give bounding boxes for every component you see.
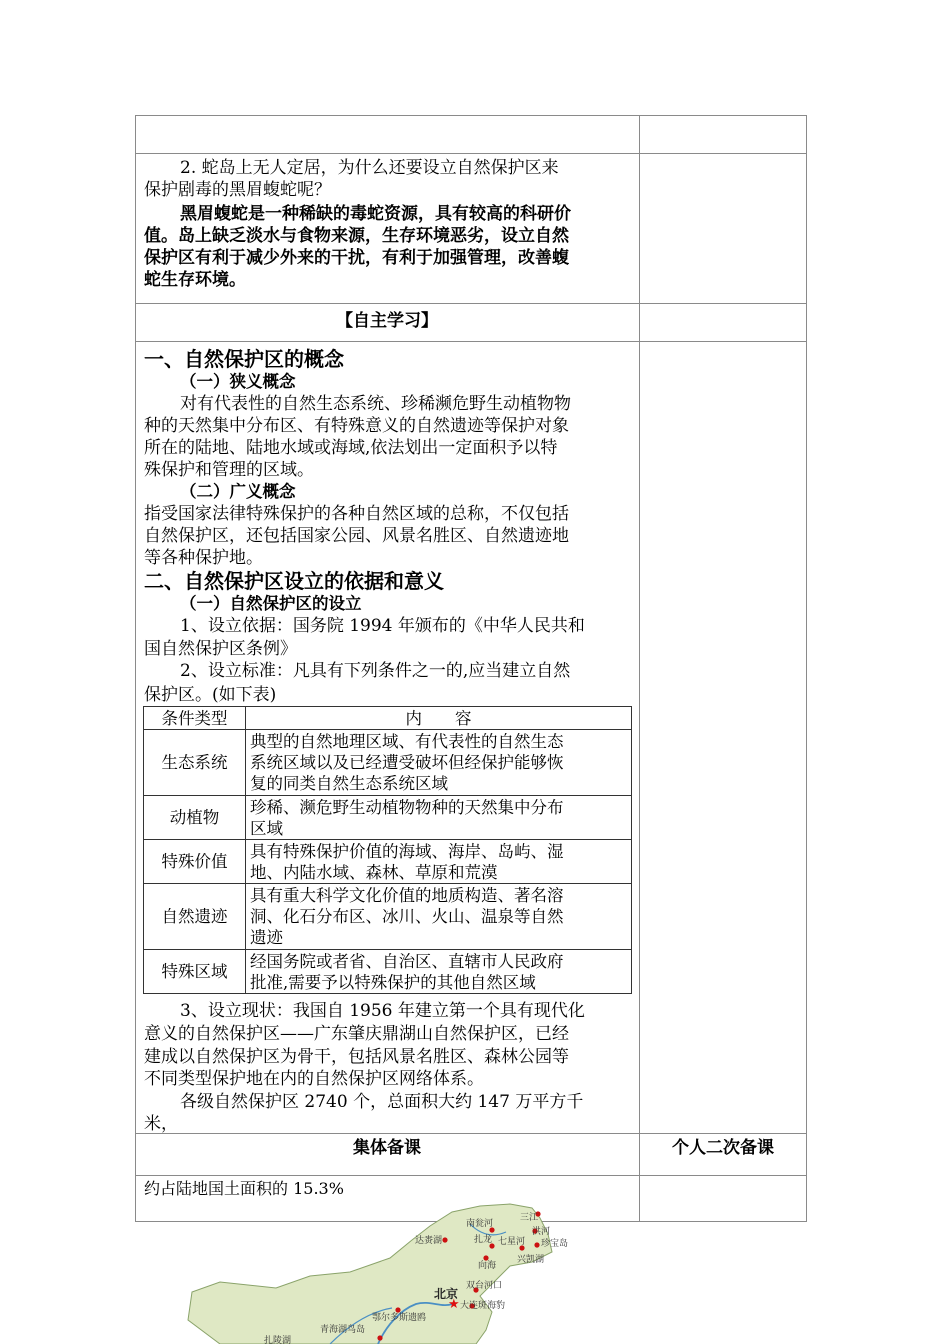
reserve-map — [180, 1200, 600, 1344]
condition-type: 特殊区域 — [144, 950, 246, 994]
map-label: 大连斑海豹 — [460, 1301, 506, 1311]
table-row — [144, 730, 632, 796]
status-line: 3、设立现状：我国自 1956 年建立第一个具有现代化 — [180, 1001, 585, 1021]
content-line: 具有特殊保护价值的海域、海岸、岛屿、湿 — [250, 841, 564, 861]
map-label: 三江 — [520, 1213, 539, 1223]
condition-content — [246, 730, 632, 796]
condition-content — [246, 796, 632, 840]
q2-answer-line: 值。岛上缺乏淡水与食物来源，生存环境恶劣，设立自然 — [144, 226, 569, 246]
capital-label: 北京 — [434, 1287, 459, 1301]
condition-type: 自然遗迹 — [144, 884, 246, 950]
row-divider — [135, 153, 807, 154]
content-line: 经国务院或者省、自治区、直辖市人民政府 — [250, 951, 564, 971]
content-line: 洞、化石分布区、冰川、火山、温泉等自然 — [250, 907, 564, 926]
map-label: 向海 — [478, 1261, 497, 1271]
map-label: 珍宝岛 — [541, 1239, 569, 1249]
collective-prep-header: 集体备课 — [353, 1138, 421, 1158]
column-divider — [639, 115, 640, 1222]
col-header-content: 内 容 — [246, 707, 632, 730]
part2-heading: 二、自然保护区设立的依据和意义 — [144, 569, 444, 593]
map-label: 扎陵湖 — [264, 1336, 292, 1344]
row-divider — [135, 341, 807, 342]
content-line: 典型的自然地理区域、有代表性的自然生态 — [250, 732, 564, 751]
table-top-border — [135, 115, 807, 116]
condition-content — [246, 950, 632, 994]
q2-answer-line: 黑眉蝮蛇是一种稀缺的毒蛇资源，具有较高的科研价 — [180, 204, 571, 224]
narrow-concept-line: 所在的陆地、陆地水域或海域,依法划出一定面积予以特 — [144, 438, 558, 458]
content-line: 复的同类自然生态系统区域 — [250, 774, 448, 793]
table-row — [144, 840, 632, 884]
map-label: 双台河口 — [466, 1281, 503, 1291]
condition-type: 动植物 — [144, 796, 246, 840]
part1-heading: 一、自然保护区的概念 — [144, 347, 344, 371]
content-line: 区域 — [250, 818, 283, 838]
narrow-concept-line: 殊保护和管理的区域。 — [144, 460, 314, 480]
map-label: 南瓮河 — [466, 1219, 494, 1229]
content-line: 遗迹 — [250, 928, 283, 947]
table-row — [144, 884, 632, 950]
q2-answer-line: 保护区有利于减少外来的干扰，有利于加强管理，改善蝮 — [144, 248, 569, 268]
condition-content — [246, 840, 632, 884]
narrow-concept-line: 种的天然集中分布区、有特殊意义的自然遗迹等保护对象 — [144, 416, 569, 436]
map-label: 鄂尔多斯遗鸥 — [372, 1313, 427, 1323]
stats-line: 各级自然保护区 2740 个，总面积大约 147 万平方千 — [180, 1092, 584, 1112]
map-label: 兴凯湖 — [517, 1255, 545, 1265]
stats-line: 米， — [144, 1114, 178, 1134]
map-label: 青海湖鸟岛 — [320, 1325, 366, 1335]
part1-sub2: （二）广义概念 — [180, 482, 296, 501]
section-title: 【自主学习】 — [336, 311, 438, 331]
reserve-point — [534, 1242, 539, 1247]
table-row — [144, 950, 632, 994]
map-label: 达赉湖 — [415, 1236, 443, 1246]
broad-concept-line: 指受国家法律特殊保护的各种自然区域的总称，不仅包括 — [144, 504, 569, 524]
narrow-concept-line: 对有代表性的自然生态系统、珍稀濒危野生动植物物 — [180, 394, 571, 414]
table-left-border — [135, 115, 136, 1222]
content-line: 珍稀、濒危野生动植物物种的天然集中分布 — [250, 797, 564, 817]
table-row — [144, 796, 632, 840]
map-label: 七星河 — [498, 1237, 526, 1247]
reserve-point — [395, 1307, 400, 1312]
part1-sub1: （一）狭义概念 — [180, 372, 296, 391]
status-line: 不同类型保护地在内的自然保护区网络体系。 — [144, 1069, 484, 1089]
map-land — [188, 1204, 552, 1344]
row-divider — [135, 303, 807, 304]
part2-sub1: （一）自然保护区的设立 — [180, 594, 362, 613]
row-divider — [135, 1133, 807, 1134]
map-label: 扎龙 — [474, 1235, 493, 1245]
capital-star-icon: ★ — [448, 1297, 460, 1312]
content-line: 地、内陆水域、森林、草原和荒漠 — [250, 862, 498, 882]
condition-type: 特殊价值 — [144, 840, 246, 884]
row-divider — [135, 1175, 807, 1176]
land-area-text: 约占陆地国土面积的 15.3% — [144, 1179, 344, 1198]
content-line: 批准,需要予以特殊保护的其他自然区域 — [250, 972, 536, 992]
q2-question-line: 2. 蛇岛上无人定居，为什么还要设立自然保护区来 — [180, 158, 559, 178]
q2-question-line: 保护剧毒的黑眉蝮蛇呢？ — [144, 180, 331, 200]
reserve-point — [483, 1255, 488, 1260]
status-line: 意义的自然保护区——广东肇庆鼎湖山自然保护区，已经 — [144, 1024, 569, 1044]
condition-content — [246, 884, 632, 950]
table-header-row — [144, 707, 632, 730]
status-line: 建成以自然保护区为骨干，包括风景名胜区、森林公园等 — [144, 1047, 569, 1067]
content-line: 具有重大科学文化价值的地质构造、著名溶 — [250, 886, 564, 905]
personal-prep-header: 个人二次备课 — [672, 1138, 774, 1158]
basis-line: 国自然保护区条例》 — [144, 639, 297, 659]
condition-type: 生态系统 — [144, 730, 246, 796]
map-label: 洪河 — [532, 1227, 551, 1237]
standard-line: 保护区。(如下表) — [144, 685, 277, 705]
content-line: 系统区域以及已经遭受破坏但经保护能够恢 — [250, 753, 564, 772]
table-right-border — [806, 115, 807, 1222]
q2-answer-line: 蛇生存环境。 — [144, 270, 246, 290]
broad-concept-line: 自然保护区，还包括国家公园、风景名胜区、自然遗迹地 — [144, 526, 569, 546]
reserve-point — [377, 1335, 382, 1340]
conditions-table — [143, 706, 632, 994]
reserve-point — [442, 1237, 447, 1242]
broad-concept-line: 等各种保护地。 — [144, 548, 263, 568]
standard-line: 2、设立标准：凡具有下列条件之一的,应当建立自然 — [180, 661, 571, 681]
basis-line: 1、设立依据：国务院 1994 年颁布的《中华人民共和 — [180, 616, 585, 636]
col-header-type: 条件类型 — [144, 707, 246, 730]
